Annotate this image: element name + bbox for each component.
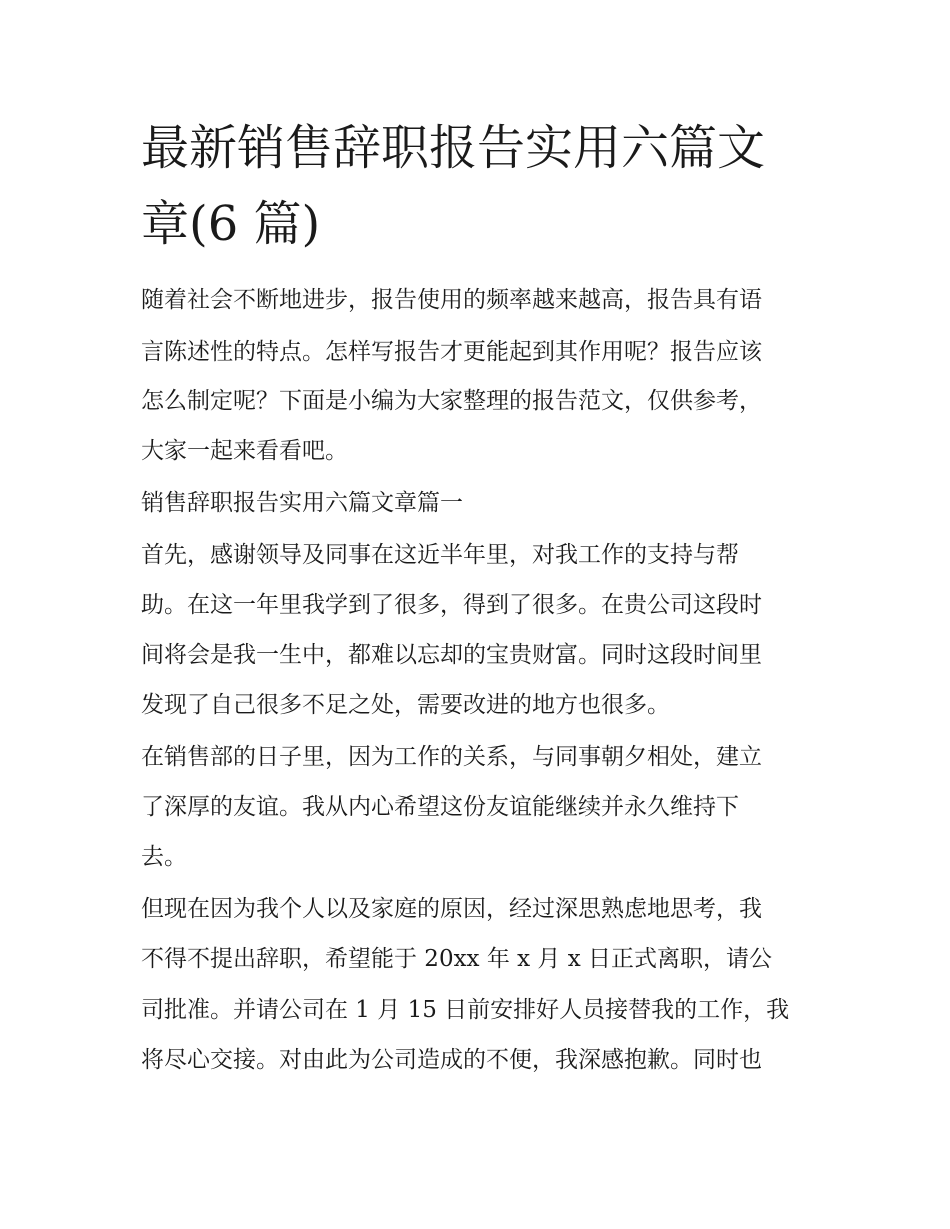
paragraph-line: 间将会是我一生中，都难以忘却的宝贵财富。同时这段时间里 [141,642,762,668]
paragraph-line: 首先，感谢领导及同事在这近半年里，对我工作的支持与帮 [141,542,739,568]
paragraph-line: 将尽心交接。对由此为公司造成的不便，我深感抱歉。同时也 [141,1047,762,1073]
document-title-line-1: 最新销售辞职报告实用六篇文 [141,120,766,176]
document-title-line-2: 章(6 篇) [141,196,321,252]
paragraph-line: 在销售部的日子里，因为工作的关系，与同事朝夕相处，建立 [141,744,762,770]
paragraph-line: 随着社会不断地进步，报告使用的频率越来越高，报告具有语 [141,287,762,313]
paragraph-line: 去。 [141,844,187,870]
paragraph-line: 不得不提出辞职，希望能于 20xx 年 x 月 x 日正式离职，请公 [141,946,773,972]
section-heading: 销售辞职报告实用六篇文章篇一 [141,490,463,516]
paragraph-line: 司批准。并请公司在 1 月 15 日前安排好人员接替我的工作，我 [141,997,790,1023]
paragraph-line: 发现了自己很多不足之处，需要改进的地方也很多。 [141,692,670,718]
paragraph-line: 大家一起来看看吧。 [141,438,348,464]
paragraph-line: 了深厚的友谊。我从内心希望这份友谊能继续并永久维持下 [141,794,739,820]
paragraph-line: 但现在因为我个人以及家庭的原因，经过深思熟虑地思考，我 [141,896,762,922]
paragraph-line: 言陈述性的特点。怎样写报告才更能起到其作用呢？报告应该 [141,339,762,365]
paragraph-line: 怎么制定呢？下面是小编为大家整理的报告范文，仅供参考， [141,388,762,414]
paragraph-line: 助。在这一年里我学到了很多，得到了很多。在贵公司这段时 [141,592,762,618]
